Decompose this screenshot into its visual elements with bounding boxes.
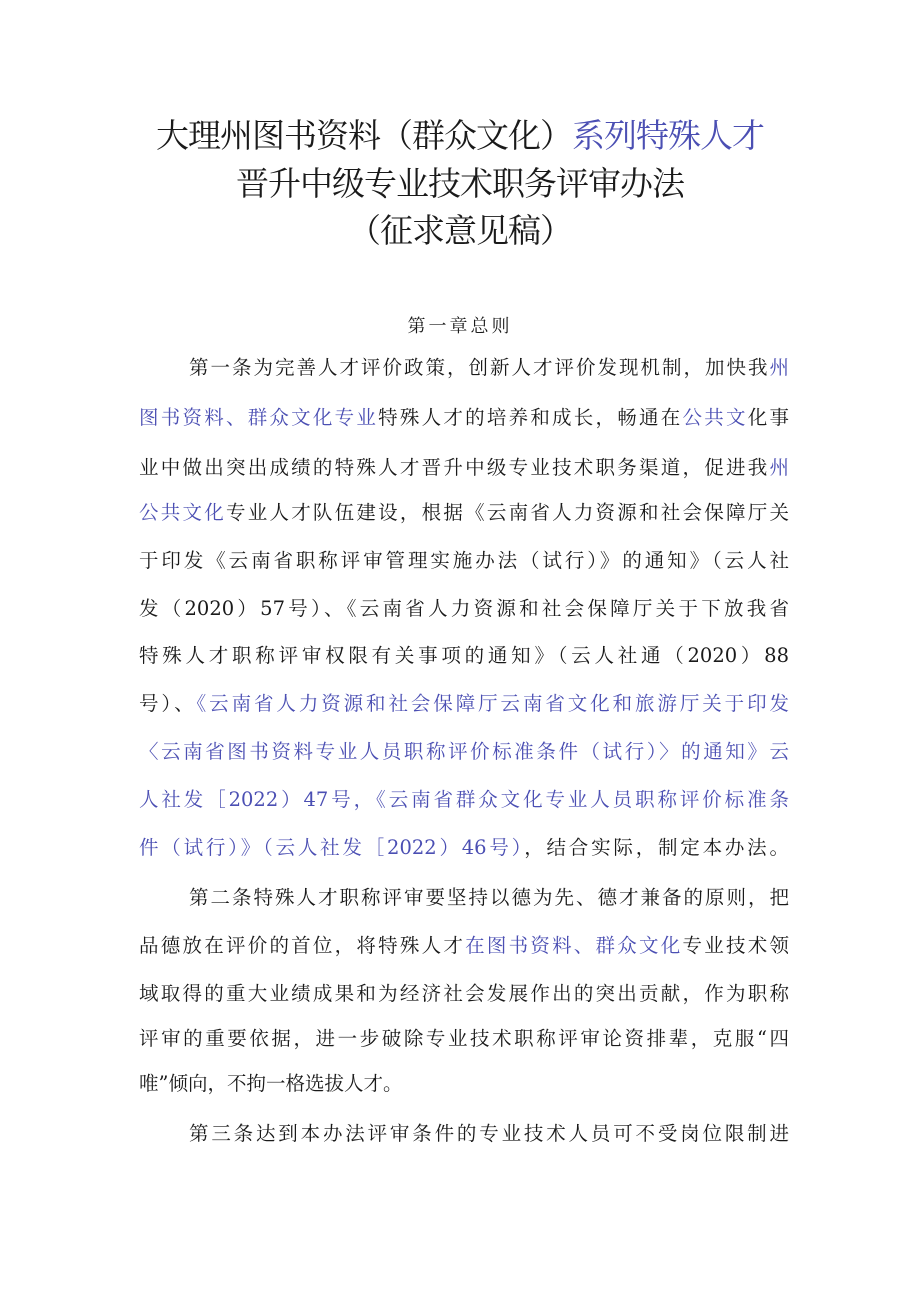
document-title-line-1 [0,116,920,156]
article-1-line: 发（2020）57号）、《云南省人力资源和社会保障厅关于下放我省 [139,597,789,620]
article-1-line: 号）、《云南省人力资源和社会保障厅云南省文化和旅游厅关于印发 [139,692,789,715]
article-3-line: 第三条达到本办法评审条件的专业技术人员可不受岗位限制进 [189,1122,789,1145]
article-1-line: 图书资料、群众文化专业特殊人才的培养和成长，畅通在公共文化事 [139,406,789,429]
article-1-line: 公共文化专业人才队伍建设，根据《云南省人力资源和社会保障厅关 [139,501,789,524]
article-1-line: 特殊人才职称评审权限有关事项的通知》（云人社通（2020）88 [139,644,789,667]
article-1-line: 第一条为完善人才评价政策，创新人才评价发现机制，加快我州 [189,356,789,379]
title-text: 大理州图书资料（群众文化） [156,116,572,155]
article-2-line: 唯”倾向，不拘一格选拔人才。 [139,1072,403,1095]
document-title-line-3: （征求意见稿） [348,211,572,250]
article-2-line: 评审的重要依据，进一步破除专业技术职称评审论资排辈，克服“四 [139,1027,789,1050]
title-text-highlight: 系列特殊人才 [572,116,764,155]
article-2-line: 第二条特殊人才职称评审要坚持以德为先、德才兼备的原则，把 [189,886,789,909]
article-2-line: 域取得的重大业绩成果和为经济社会发展作出的突出贡献，作为职称 [139,982,789,1005]
article-1-line: 件（试行）》（云人社发［2022）46号），结合实际，制定本办法。 [139,836,789,859]
document-title-line-2: 晋升中级专业技术职务评审办法 [236,164,684,203]
article-1-line: 于印发《云南省职称评审管理实施办法（试行）》的通知》（云人社 [139,549,789,572]
chapter-heading: 第一章总则 [407,316,513,337]
article-2-line: 品德放在评价的首位，将特殊人才在图书资料、群众文化专业技术领 [139,934,789,957]
article-1-line: 〈云南省图书资料专业人员职称评价标准条件（试行）〉的通知》云 [139,740,789,763]
article-1-line: 人社发［2022）47号，《云南省群众文化专业人员职称评价标准条 [139,788,789,811]
article-1-line: 业中做出突出成绩的特殊人才晋升中级专业技术职务渠道，促进我州 [139,456,789,479]
